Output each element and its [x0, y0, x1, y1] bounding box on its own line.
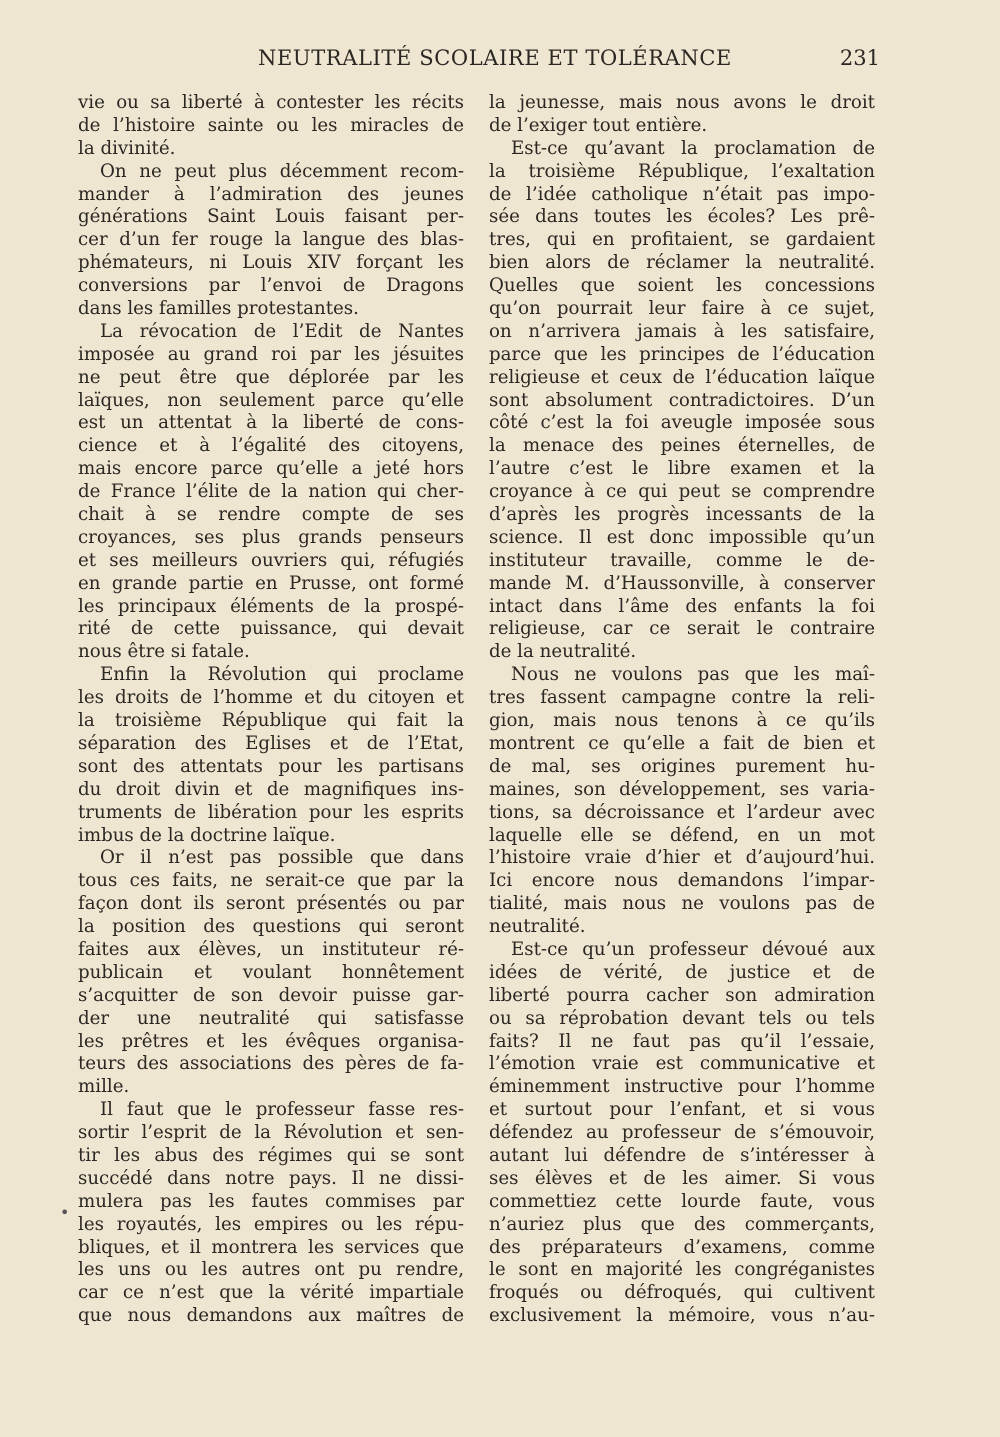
text-line: exclusivement la mémoire, vous n’au- [489, 1305, 875, 1327]
text-line: de la neutralité. [489, 641, 637, 663]
text-line: Il faut que le professeur fasse res- [100, 1099, 464, 1121]
text-line: la divinité. [78, 137, 176, 159]
text-line: mais encore parce qu’elle a jeté hors [78, 458, 464, 480]
text-line: tres fassent campagne contre la reli- [489, 687, 875, 709]
text-line: le sont en majorité les congréganistes [489, 1259, 875, 1281]
text-line: les royautés, les empires ou les répu- [78, 1213, 464, 1235]
text-line: faits? Il ne faut pas qu’il l’essaie, [489, 1030, 875, 1052]
text-line: publicain et voulant honnêtement [78, 961, 464, 983]
text-line: tialité, mais nous ne voulons pas de [489, 893, 875, 915]
text-line: de l’idée catholique n’était pas impo- [489, 183, 875, 205]
text-line: mille. [78, 1076, 130, 1098]
text-line: de l’exiger tout entière. [489, 114, 708, 136]
text-line: nous être si fatale. [78, 641, 250, 663]
text-line: chait à se rendre compte de ses [78, 504, 464, 526]
text-line: et ses meilleurs ouvriers qui, réfugiés [78, 549, 464, 571]
text-line: religieuse et ceux de l’éducation laïque [489, 366, 875, 388]
text-line: sont des attentats pour les partisans [78, 755, 464, 777]
text-line: idées de vérité, de justice et de [489, 961, 875, 983]
text-line: conversions par l’envoi de Dragons [78, 275, 464, 297]
page-number: 231 [839, 46, 880, 70]
text-line: On ne peut plus décemment recom- [100, 160, 464, 182]
text-line: instituteur travaille, comme le de- [489, 549, 875, 571]
text-line: Enfin la Révolution qui proclame [100, 664, 464, 686]
text-line: Est-ce qu’un professeur dévoué aux [511, 938, 875, 960]
text-line: bliques, et il montrera les services que [78, 1236, 464, 1258]
text-line: côté c’est la foi aveugle imposée sous [489, 412, 875, 434]
text-line: les uns ou les autres ont pu rendre, [78, 1259, 464, 1281]
text-line: cer d’un fer rouge la langue des blas- [78, 229, 464, 251]
text-line: phémateurs, ni Louis XIV forçant les [78, 252, 464, 274]
text-line: que nous demandons aux maîtres de [78, 1305, 464, 1327]
text-line: vie ou sa liberté à contester les récits [78, 92, 464, 113]
text-line: tous ces faits, ne serait-ce que par la [78, 870, 464, 892]
right-text-column [489, 92, 875, 1328]
text-line: de mal, ses origines purement hu- [489, 755, 875, 777]
text-line: on n’arrivera jamais à les satisfaire, [489, 320, 875, 342]
text-line: ses élèves et de les aimer. Si vous [489, 1167, 875, 1189]
text-line: qu’on pourrait leur faire à ce sujet, [489, 298, 875, 320]
text-line: autant lui défendre de s’intéresser à [489, 1144, 875, 1166]
left-text-column [78, 92, 464, 1328]
text-line: bien alors de réclamer la neutralité. [489, 252, 875, 274]
text-line: de France l’élite de la nation qui cher- [78, 481, 464, 503]
text-line: générations Saint Louis faisant per- [78, 206, 464, 228]
text-line: commettiez cette lourde faute, vous [489, 1190, 875, 1212]
text-line: la troisième République, l’exaltation [489, 160, 875, 182]
text-line: de l’histoire sainte ou les miracles de [78, 114, 464, 136]
text-line: intact dans l’âme des enfants la foi [489, 595, 875, 617]
text-line: en grande partie en Prusse, ont formé [78, 572, 464, 594]
text-line: dans les familles protestantes. [78, 298, 359, 320]
text-line: croyances, ses plus grands penseurs [78, 526, 464, 548]
text-line: mulera pas les fautes commises par [78, 1190, 464, 1212]
text-line: laïques, non seulement parce qu’elle [78, 389, 464, 411]
text-line: car ce n’est que la vérité impartiale [78, 1282, 464, 1304]
text-line: sée dans toutes les écoles? Les prê- [489, 206, 875, 228]
text-line: liberté pourra cacher son admiration [489, 984, 875, 1006]
text-line: imbus de la doctrine laïque. [78, 824, 336, 846]
running-header [80, 44, 880, 74]
text-line: façon dont ils seront présentés ou par [78, 893, 464, 915]
text-line: rité de cette puissance, qui devait [78, 618, 464, 640]
text-line: s’acquitter de son devoir puisse gar- [78, 984, 464, 1006]
text-line: ne peut être que déplorée par les [78, 366, 464, 388]
text-line: d’après les progrès incessants de la [489, 504, 875, 526]
text-line: l’histoire vraie d’hier et d’aujourd’hui. [489, 847, 875, 869]
text-line: faites aux élèves, un instituteur ré- [78, 938, 464, 960]
text-line: parce que les principes de l’éducation [489, 343, 875, 365]
text-line: du droit divin et de magnifiques ins- [78, 778, 464, 800]
text-line: truments de libération pour les esprits [78, 801, 464, 823]
text-line: der une neutralité qui satisfasse [78, 1007, 464, 1029]
text-line: ou sa réprobation devant tels ou tels [489, 1007, 875, 1029]
text-line: neutralité. [489, 916, 586, 938]
text-line: l’autre c’est le libre examen et la [489, 458, 875, 480]
text-line: maines, son développement, ses varia- [489, 778, 875, 800]
margin-mark: • [60, 1203, 70, 1222]
text-line: imposée au grand roi par les jésuites [78, 343, 464, 365]
text-line: mander à l’admiration des jeunes [78, 183, 464, 205]
text-line: tres, qui en profitaient, se gardaient [489, 229, 875, 251]
text-line: mande M. d’Haussonville, à conserver [489, 572, 875, 594]
text-line: la jeunesse, mais nous avons le droit [489, 92, 875, 113]
text-line: sortir l’esprit de la Révolution et sen- [78, 1122, 464, 1144]
text-line: la position des questions qui seront [78, 916, 464, 938]
text-line: les principaux éléments de la prospé- [78, 595, 464, 617]
text-line: éminemment instructive pour l’homme [489, 1076, 875, 1098]
text-line: Quelles que soient les concessions [489, 275, 875, 297]
text-line: l’émotion vraie est communicative et [489, 1053, 875, 1075]
text-line: montrent ce qu’elle a fait de bien et [489, 732, 875, 754]
text-line: Est-ce qu’avant la proclamation de [511, 137, 875, 159]
text-line: et surtout pour l’enfant, et si vous [489, 1099, 875, 1121]
text-line: Nous ne voulons pas que les maî- [511, 664, 875, 686]
text-line: cience et à l’égalité des citoyens, [78, 435, 464, 457]
text-line: est un attentat à la liberté de cons- [78, 412, 464, 434]
text-line: tions, sa décroissance et l’ardeur avec [489, 801, 875, 823]
text-line: Ici encore nous demandons l’impar- [489, 870, 875, 892]
text-line: séparation des Eglises et de l’Etat, [78, 732, 464, 754]
text-line: défendez au professeur de s’émouvoir, [489, 1122, 875, 1144]
text-line: froqués ou défroqués, qui cultivent [489, 1282, 875, 1304]
text-line: succédé dans notre pays. Il ne dissi- [78, 1167, 464, 1189]
text-line: laquelle elle se défend, en un mot [489, 824, 875, 846]
running-title: NEUTRALITÉ SCOLAIRE ET TOLÉRANCE [258, 46, 732, 70]
text-line: La révocation de l’Edit de Nantes [100, 320, 464, 342]
text-line: gion, mais nous tenons à ce qu’ils [489, 710, 875, 732]
text-line: sont absolument contradictoires. D’un [489, 389, 875, 411]
text-line: les prêtres et les évêques organisa- [78, 1030, 464, 1052]
text-line: la menace des peines éternelles, de [489, 435, 875, 457]
text-line: science. Il est donc impossible qu’un [489, 526, 875, 548]
text-line: teurs des associations des pères de fa- [78, 1053, 464, 1075]
text-line: des préparateurs d’examens, comme [489, 1236, 875, 1258]
text-line: n’auriez plus que des commerçants, [489, 1213, 875, 1235]
text-line: la troisième République qui fait la [78, 710, 464, 732]
text-line: Or il n’est pas possible que dans [100, 847, 464, 869]
text-line: les droits de l’homme et du citoyen et [78, 687, 464, 709]
text-line: religieuse, car ce serait le contraire [489, 618, 875, 640]
text-line: croyance à ce qui peut se comprendre [489, 481, 875, 503]
text-line: tir les abus des régimes qui se sont [78, 1144, 464, 1166]
